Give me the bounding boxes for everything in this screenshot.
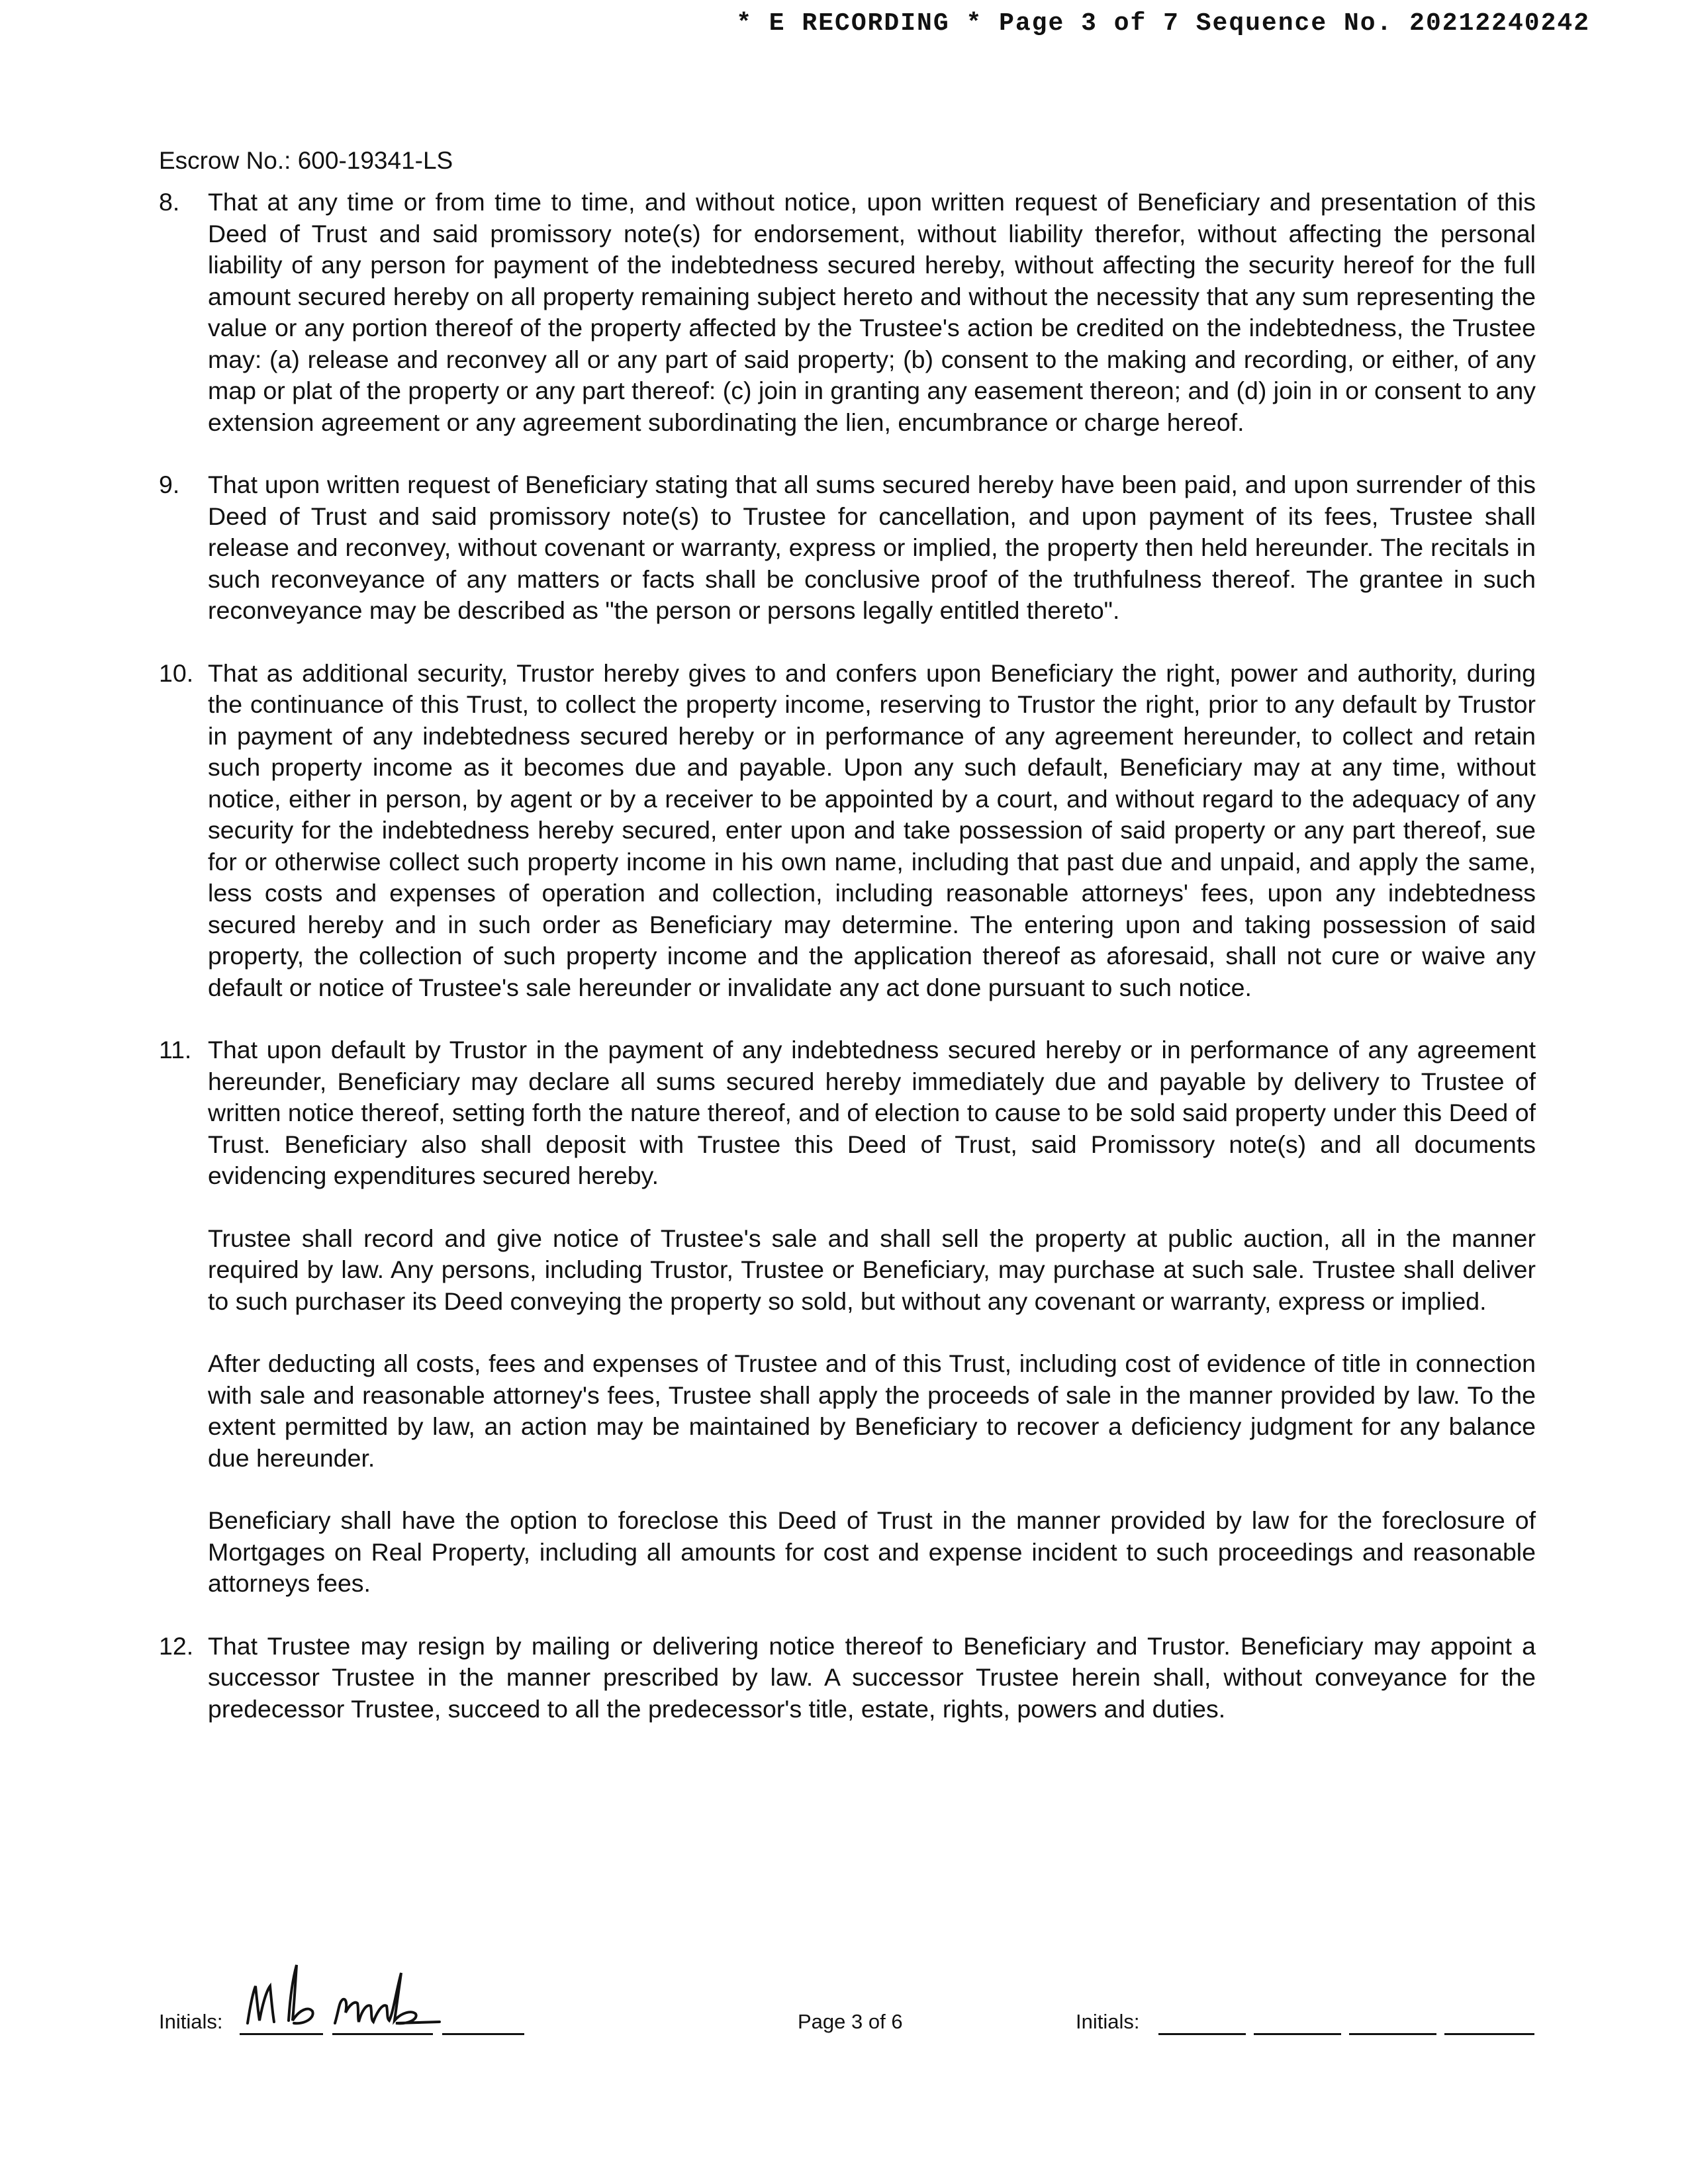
clause-11: [159, 1034, 1536, 1192]
clause-8: [159, 187, 1536, 438]
clause-text: That upon written request of Beneficiary stating that all sums secured hereby have been paid, and upon surrender of this Deed of Trust and said promissory note(s) to Trustee for cancellation, and upon payment of its fees, Trustee shall release and reconvey, without covenant or warranty, express or implied, the property then held hereunder. The recitals in such reconveyance of any matters or facts shall be conclusive proof of the truthfulness thereof. The grantee in such reconveyance may be described as "the person or persons legally entitled thereto".: [208, 471, 1536, 624]
clause-number: 11.: [159, 1036, 192, 1064]
initials-line: [1444, 2033, 1534, 2035]
initials-line: [240, 2033, 323, 2035]
recording-header: * E RECORDING * Page 3 of 7 Sequence No. 20212240242: [736, 9, 1590, 38]
clause-text: That Trustee may resign by mailing or delivering notice thereof to Beneficiary and Trustor. Beneficiary may appoint a successor Trustee in the manner prescribed by law. A successor Trustee herein shall, without conveyance for the predecessor Trustee, succeed to all the predecessor's title, estate, rights, powers and duties.: [208, 1631, 1536, 1723]
initials-signature-rmb: [330, 1960, 442, 2032]
clause-number: 12.: [159, 1631, 194, 1660]
clause-11-paragraph-trustee-sale: Trustee shall record and give notice of Trustee's sale and shall sell the property at public auction, all in the manner required by law. Any persons, including Trustor, Trustee or Beneficiary, may purchase at such sale. Trustee shall deliver to such purchaser its Deed conveying the property so sold, but without any covenant or warranty, express or implied.: [208, 1224, 1536, 1315]
page-number: Page 3 of 6: [798, 2010, 903, 2033]
page-footer: [159, 1962, 1536, 2042]
initials-left-label: Initials:: [159, 2010, 223, 2033]
clause-text: That at any time or from time to time, and without notice, upon written request of Beneficiary and presentation of this Deed of Trust and said promissory note(s) for endorsement, without liability therefor, without affecting the personal liability of any person for payment of the indebtedness secured hereby, without affecting the security hereof for the full amount secured hereby on all property remaining subject hereto and without the necessity that any sum representing the value or any portion thereof of the property affected by the Trustee's action be credited on the indebtedness, the Trustee may: (a) release and reconvey all or any part of said property; (b) consent to the making and recording, or either, of any map or plat of the property or any part thereof: (c) join in granting any easement thereon; and (d) join in or consent to any extension agreement or any agreement subordinating the lien, encumbrance or charge hereof.: [208, 188, 1536, 436]
clause-11-paragraph-proceeds: After deducting all costs, fees and expenses of Trustee and of this Trust, including cost of evidence of title in connection with sale and reasonable attorney's fees, Trustee shall apply the proceeds of sale in the manner provided by law. To the extent permitted by law, an action may be maintained by Beneficiary to recover a deficiency judgment for any balance due hereunder.: [208, 1349, 1536, 1472]
clause-text: That upon default by Trustor in the payment of any indebtedness secured hereby or in performance of any agreement hereunder, Beneficiary may declare all sums secured hereby immediately due and payable by delivery to Trustee of written notice thereof, setting forth the nature thereof, and of election to cause to be sold said property under this Deed of Trust. Beneficiary also shall deposit with Trustee this Deed of Trust, said Promissory note(s) and all documents evidencing expenditures secured hereby.: [208, 1036, 1536, 1189]
initials-line: [1254, 2033, 1341, 2035]
clause-number: 9.: [159, 471, 180, 498]
initials-signature-mb: [244, 1960, 330, 2032]
initials-line: [332, 2033, 433, 2035]
clause-12: [159, 1631, 1536, 1725]
clause-number: 8.: [159, 188, 180, 216]
escrow-number: Escrow No.: 600-19341-LS: [159, 147, 453, 174]
clause-number: 10.: [159, 659, 194, 687]
initials-line: [1349, 2033, 1436, 2035]
initials-line: [442, 2033, 524, 2035]
clause-11-paragraph-foreclosure: Beneficiary shall have the option to foreclose this Deed of Trust in the manner provided by law for the foreclosure of Mortgages on Real Property, including all amounts for cost and expense incident to such proceedings and reasonable attorneys fees.: [208, 1506, 1536, 1597]
clause-text: That as additional security, Trustor hereby gives to and confers upon Beneficiary the right, power and authority, during the continuance of this Trust, to collect the property income, reserving to Trustor the right, prior to any default by Trustor in payment of any indebtedness secured hereby or in performance of any agreement hereunder, to collect and retain such property income as it becomes due and payable. Upon any such default, Beneficiary may at any time, without notice, either in person, by agent or by a receiver to be appointed by a court, and without regard to the adequacy of any security for the indebtedness hereby secured, enter upon and take possession of said property or any part thereof, sue for or otherwise collect such property income in his own name, including that past due and unpaid, and apply the same, less costs and expenses of operation and collection, including reasonable attorneys' fees, upon any indebtedness secured hereby and in such order as Beneficiary may determine. The entering upon and taking possession of said property, the collection of such property income and the application thereof as aforesaid, shall not cure or waive any default or notice of Trustee's sale hereunder or invalidate any act done pursuant to such notice.: [208, 659, 1536, 1001]
initials-right-label: Initials:: [1076, 2010, 1140, 2033]
clause-9: [159, 469, 1536, 627]
clause-10: [159, 658, 1536, 1004]
deed-body: [159, 187, 1536, 1756]
initials-line: [1158, 2033, 1246, 2035]
